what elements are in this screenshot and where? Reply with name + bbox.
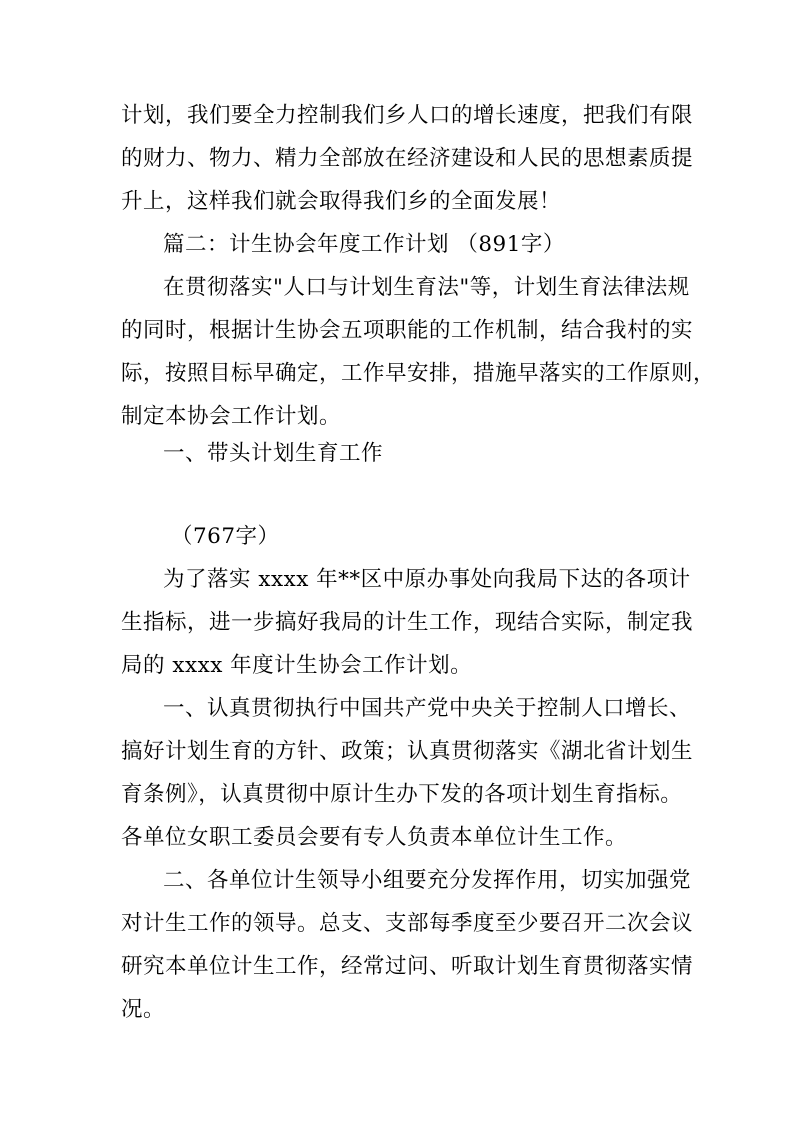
text-line-12: 生指标，进一步搞好我局的计生工作，现结合实际，制定我 xyxy=(121,610,694,635)
text-line-8: 制定本协会工作计划。 xyxy=(121,404,342,429)
text-line-21: 况。 xyxy=(121,997,166,1022)
text-line-6: 的同时，根据计生协会五项职能的工作机制，结合我村的实 xyxy=(121,318,694,343)
text-line-14: 一、认真贯彻执行中国共产党中央关于控制人口增长、 xyxy=(163,696,692,721)
text-line-5: 在贯彻落实"人口与计划生育法"等，计划生育法律法规 xyxy=(163,275,690,300)
text-line-20: 研究本单位计生工作，经常过问、听取计划生育贯彻落实情 xyxy=(121,954,694,979)
text-line-16: 育条例》，认真贯彻中原计生办下发的各项计划生育指标。 xyxy=(121,782,683,807)
text-line-3: 升上，这样我们就会取得我们乡的全面发展！ xyxy=(121,189,562,214)
text-line-13: 局的 xxxx 年度计生协会工作计划。 xyxy=(121,653,473,678)
word-count-note: （767字） xyxy=(171,524,280,549)
text-line-11: 为了落实 xxxx 年**区中原办事处向我局下达的各项计 xyxy=(163,567,691,592)
subheading-1: 一、带头计划生育工作 xyxy=(163,441,384,466)
text-line-19: 对计生工作的领导。总支、支部每季度至少要召开二次会议 xyxy=(121,911,694,936)
text-line-17: 各单位女职工委员会要有专人负责本单位计生工作。 xyxy=(121,825,628,850)
text-line-15: 搞好计划生育的方针、政策；认真贯彻落实《湖北省计划生 xyxy=(121,739,694,764)
text-line-7: 际，按照目标早确定，工作早安排，措施早落实的工作原则， xyxy=(121,361,716,386)
text-line-2: 的财力、物力、精力全部放在经济建设和人民的思想素质提 xyxy=(121,146,694,171)
text-line-18: 二、各单位计生领导小组要充分发挥作用，切实加强党 xyxy=(163,868,692,893)
text-line-1: 计划，我们要全力控制我们乡人口的增长速度，把我们有限 xyxy=(121,103,694,128)
section-heading-2: 篇二：计生协会年度工作计划 （891字） xyxy=(163,232,565,257)
